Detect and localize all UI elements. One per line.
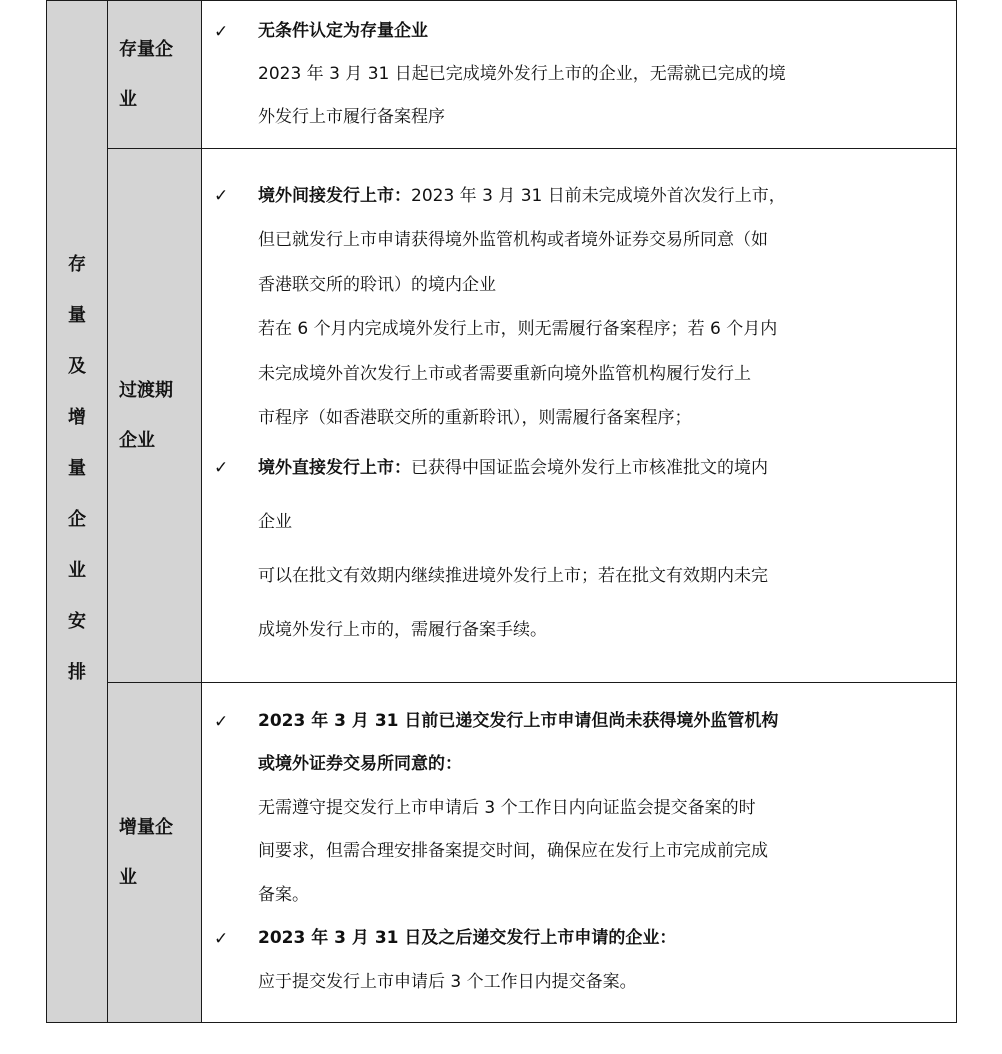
content-line: 2023 年 3 月 31 日起已完成境外发行上市的企业，无需就已完成的境 <box>258 63 786 84</box>
category-label: 过渡期 <box>119 379 173 401</box>
table-row <box>47 1 957 149</box>
check-icon: ✓ <box>214 711 229 732</box>
content-cell-incremental <box>202 683 957 1023</box>
category-label: 企业 <box>119 429 155 451</box>
content-line: 应于提交发行上市申请后 3 个工作日内提交备案。 <box>258 971 637 992</box>
content-block <box>202 5 956 145</box>
content-cell-stock <box>202 1 957 149</box>
left-header-char: 及 <box>68 355 86 377</box>
content-block <box>202 169 956 663</box>
content-line: 备案。 <box>258 884 309 905</box>
content-line: 香港联交所的聆讯）的境内企业 <box>258 274 496 295</box>
category-label: 业 <box>119 88 137 110</box>
left-header-vertical-text <box>47 250 107 684</box>
content-line: ✓ 2023 年 3 月 31 日及之后递交发行上市申请的企业： <box>258 917 956 961</box>
content-line: 可以在批文有效期内继续推进境外发行上市；若在批文有效期内未完 <box>258 565 768 586</box>
category-label: 存量企 <box>119 38 173 60</box>
table-row <box>47 149 957 683</box>
left-header-char: 增 <box>68 406 86 428</box>
content-line: 外发行上市履行备案程序 <box>258 106 445 127</box>
check-icon: ✓ <box>214 457 229 478</box>
left-header-char: 量 <box>68 304 86 326</box>
content-line: ✓ 境外直接发行上市：已获得中国证监会境外发行上市核准批文的境内 <box>258 441 956 495</box>
content-line: ✓ 无条件认定为存量企业 <box>258 10 956 53</box>
content-line: 若在 6 个月内完成境外发行上市，则无需履行备案程序；若 6 个月内 <box>258 319 778 339</box>
content-line: 企业 <box>258 511 292 532</box>
category-label: 业 <box>119 866 137 888</box>
check-icon: ✓ <box>214 21 229 42</box>
content-block <box>202 695 956 1011</box>
content-line: 间要求，但需合理安排备案提交时间，确保应在发行上市完成前完成 <box>258 841 768 862</box>
content-line: 但已就发行上市申请获得境外监管机构或者境外证券交易所同意（如 <box>258 230 768 250</box>
left-header-char: 安 <box>68 610 86 632</box>
content-line: 未完成境外首次发行上市或者需要重新向境外监管机构履行发行上 <box>258 363 751 384</box>
content-line: 成境外发行上市的，需履行备案手续。 <box>258 619 547 640</box>
table-row <box>47 683 957 1023</box>
category-label: 增量企 <box>119 816 173 838</box>
check-icon: ✓ <box>214 185 229 206</box>
arrangement-table <box>46 0 957 1023</box>
content-line: 无需遵守提交发行上市申请后 3 个工作日内向证监会提交备案的时 <box>258 797 756 818</box>
content-line: 或境外证券交易所同意的： <box>258 754 462 775</box>
category-cell-stock <box>108 1 202 149</box>
category-cell-transition <box>108 149 202 683</box>
left-header-cell <box>47 1 108 1023</box>
content-line: ✓ 2023 年 3 月 31 日前已递交发行上市申请但尚未获得境外监管机构 <box>258 700 956 744</box>
content-line: ✓ 境外间接发行上市：2023 年 3 月 31 日前未完成境外首次发行上市， <box>258 174 956 219</box>
left-header-char: 排 <box>68 661 86 683</box>
content-cell-transition <box>202 149 957 683</box>
left-header-char: 存 <box>68 253 86 275</box>
left-header-char: 业 <box>68 559 86 581</box>
left-header-char: 量 <box>68 457 86 479</box>
content-line: 市程序（如香港联交所的重新聆讯），则需履行备案程序； <box>258 408 692 428</box>
category-cell-incremental <box>108 683 202 1023</box>
left-header-char: 企 <box>68 508 86 530</box>
check-icon: ✓ <box>214 929 229 950</box>
